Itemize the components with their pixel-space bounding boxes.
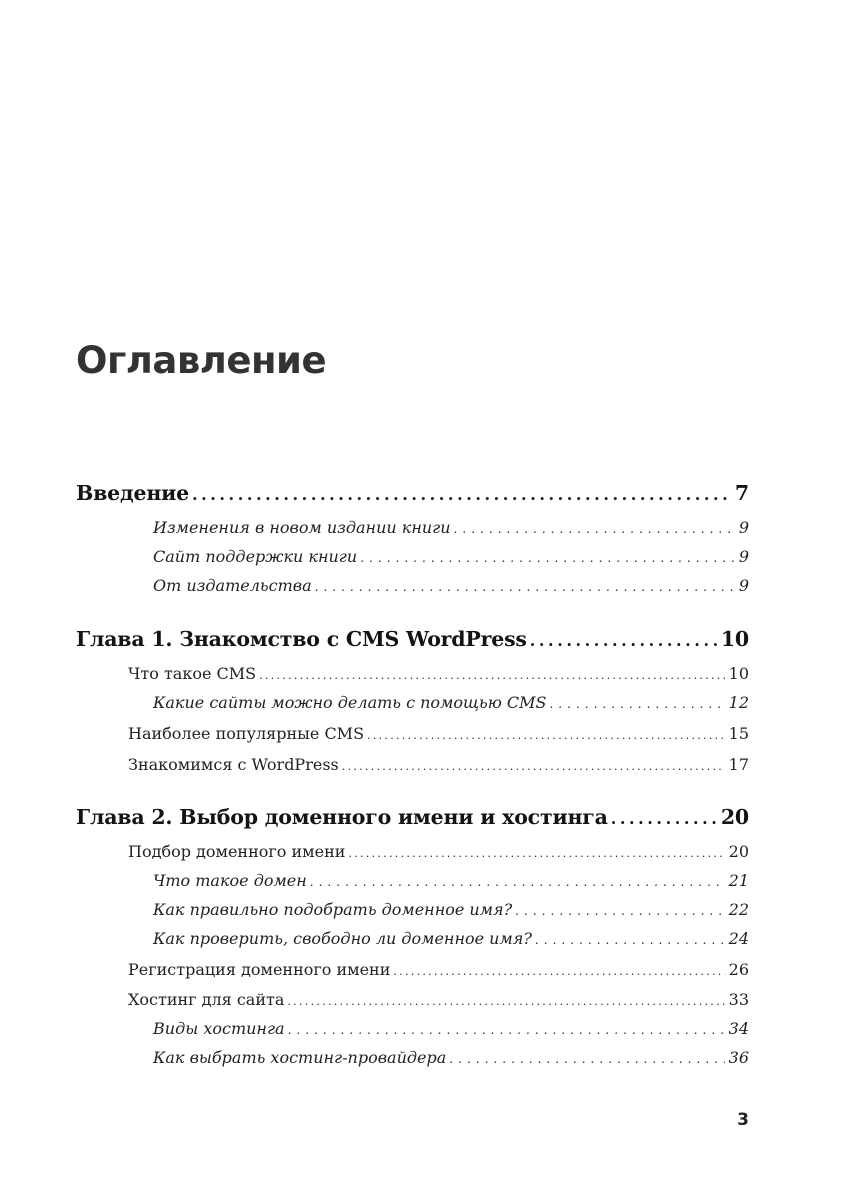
toc-entry[interactable] — [128, 664, 749, 683]
toc-entry-title: Какие сайты можно делать с помощью CMS — [153, 693, 547, 712]
dot-leader — [360, 551, 735, 565]
toc-entry-title: Глава 1. Знакомство с CMS WordPress — [76, 627, 527, 651]
toc-entry-page: 15 — [728, 724, 749, 743]
dot-leader — [367, 729, 725, 742]
dot-leader — [310, 875, 725, 889]
dot-leader — [393, 965, 724, 978]
dot-leader — [287, 995, 724, 1008]
toc-entry-title: Как правильно подобрать доменное имя? — [153, 900, 513, 919]
toc-entry-page: 9 — [738, 547, 749, 566]
toc-entry-page: 12 — [728, 693, 749, 712]
toc-entry-title: Виды хостинга — [153, 1019, 285, 1038]
toc-entry-page: 20 — [728, 842, 749, 861]
toc-entry-title: Что такое домен — [153, 871, 307, 890]
dot-leader — [315, 580, 735, 594]
toc-entry[interactable] — [128, 990, 749, 1009]
toc-entry-page: 9 — [738, 518, 749, 537]
toc-entry-title: Наиболее популярные CMS — [128, 724, 365, 743]
toc-entry-page: 36 — [728, 1048, 749, 1067]
toc-entry[interactable] — [153, 576, 749, 595]
toc-entry[interactable] — [76, 627, 749, 651]
page-title: Оглавление — [76, 339, 327, 382]
toc-entry-page: 17 — [728, 755, 749, 774]
toc-entry-title: Глава 2. Выбор доменного имени и хостинга — [76, 805, 608, 829]
toc-entry-page: 33 — [728, 990, 749, 1009]
toc-entry[interactable] — [128, 724, 749, 743]
dot-leader — [192, 485, 731, 504]
dot-leader — [515, 904, 724, 918]
toc-entry-page: 22 — [728, 900, 749, 919]
toc-entry[interactable] — [76, 805, 749, 829]
dot-leader — [348, 847, 724, 860]
toc-entry-page: 10 — [720, 627, 749, 651]
toc-entry-title: Сайт поддержки книги — [153, 547, 358, 566]
toc-entry-title: Изменения в новом издании книги — [153, 518, 451, 537]
toc-entry[interactable] — [76, 481, 749, 505]
toc-entry[interactable] — [153, 929, 749, 948]
toc-entry[interactable] — [153, 693, 749, 712]
page-number: 3 — [737, 1110, 749, 1130]
toc-entry-title: Что такое CMS — [128, 664, 257, 683]
dot-leader — [449, 1052, 724, 1066]
dot-leader — [535, 933, 725, 947]
toc-entry-page: 34 — [728, 1019, 749, 1038]
toc-entry-page: 21 — [728, 871, 749, 890]
toc-entry[interactable] — [128, 755, 749, 774]
toc-entry[interactable] — [153, 547, 749, 566]
toc-entry[interactable] — [153, 518, 749, 537]
toc-entry-page: 20 — [720, 805, 749, 829]
toc-entry-title: Регистрация доменного имени — [128, 960, 391, 979]
toc-entry-title: Хостинг для сайта — [128, 990, 285, 1009]
dot-leader — [530, 631, 717, 650]
toc-entry[interactable] — [153, 1019, 749, 1038]
toc-entry-page: 24 — [728, 929, 749, 948]
toc-entry-page: 7 — [734, 481, 749, 505]
toc-entry[interactable] — [153, 1048, 749, 1067]
dot-leader — [342, 760, 725, 773]
toc-entry-title: Как проверить, свободно ли доменное имя? — [153, 929, 532, 948]
dot-leader — [611, 809, 717, 828]
toc-entry-title: От издательства — [153, 576, 312, 595]
toc-entry-title: Как выбрать хостинг-провайдера — [153, 1048, 447, 1067]
toc-entry-page: 26 — [728, 960, 749, 979]
toc-entry[interactable] — [128, 960, 749, 979]
toc-entry-title: Введение — [76, 481, 189, 505]
toc-entry[interactable] — [153, 900, 749, 919]
dot-leader — [549, 697, 724, 711]
dot-leader — [259, 669, 725, 682]
toc-entry-title: Подбор доменного имени — [128, 842, 346, 861]
dot-leader — [454, 522, 735, 536]
dot-leader — [288, 1023, 725, 1037]
toc-entry-page: 10 — [728, 664, 749, 683]
toc-entry-page: 9 — [738, 576, 749, 595]
toc-entry-title: Знакомимся с WordPress — [128, 755, 339, 774]
toc-entry[interactable] — [153, 871, 749, 890]
toc-entry[interactable] — [128, 842, 749, 861]
